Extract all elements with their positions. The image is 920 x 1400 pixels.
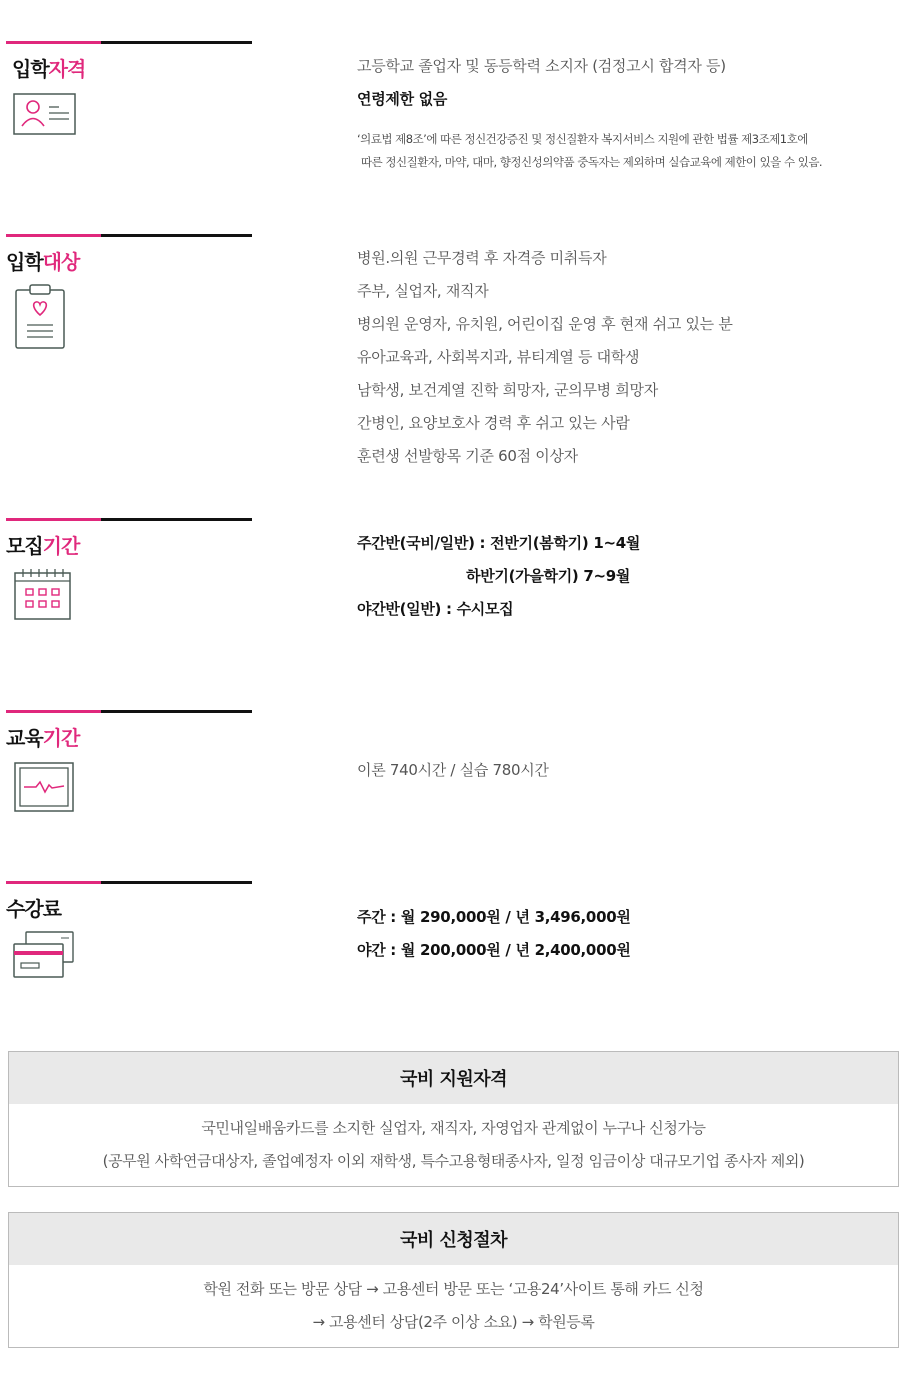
info-box-procedure: [8, 1212, 899, 1348]
content-line: 간병인, 요양보호사 경력 후 쉬고 있는 사람: [357, 414, 630, 432]
section-divider: [6, 41, 252, 44]
section-divider: [6, 234, 252, 237]
section-divider: [6, 518, 252, 521]
section-title: 입학자격: [12, 57, 86, 81]
box-line: 학원 전화 또는 방문 상담 → 고용센터 방문 또는 ‘고용24’사이트 통해 카드 신청: [203, 1280, 704, 1298]
info-box-eligibility: [8, 1051, 899, 1187]
content-line: 이론 740시간 / 실습 780시간: [357, 761, 549, 779]
heart-monitor-icon: [14, 762, 74, 812]
content-line: 야간반(일반) : 수시모집: [357, 600, 514, 618]
content-bold-line: 연령제한 없음: [357, 90, 448, 108]
content-line: 주간반(국비/일반) : 전반기(봄학기) 1~4월: [357, 534, 641, 552]
calendar-icon: [14, 568, 71, 620]
note-line: ‘의료법 제8조’에 따른 정신건강증진 및 정신질환자 복지서비스 지원에 관한 법률 제3조제1호에: [357, 132, 808, 146]
content-line: 고등학교 졸업자 및 동등학력 소지자 (검정고시 합격자 등): [357, 57, 726, 75]
box-line: → 고용센터 상담(2주 이상 소요) → 학원등록: [312, 1313, 595, 1331]
content-line: 주간 : 월 290,000원 / 년 3,496,000원: [357, 908, 631, 926]
credit-card-icon: [13, 931, 75, 981]
section-divider: [6, 881, 252, 884]
content-line: 훈련생 선발항목 기준 60점 이상자: [357, 447, 578, 465]
section-content: [357, 50, 917, 174]
section-content: [357, 901, 917, 967]
section-title: 교육기간: [6, 726, 80, 750]
clipboard-heart-icon: [15, 284, 65, 349]
id-card-icon: [13, 93, 76, 135]
content-line: 주부, 실업자, 재직자: [357, 282, 489, 300]
content-line: 하반기(가을학기) 7~9월: [466, 567, 631, 585]
note-line: 따른 정신질환자, 마약, 대마, 향정신성의약품 중독자는 제외하며 실습교육에 제한이 있을 수 있음.: [361, 155, 823, 169]
content-line: 남학생, 보건계열 진학 희망자, 군의무병 희망자: [357, 381, 658, 399]
section-title: 입학대상: [6, 250, 80, 274]
box-title: 국비 지원자격: [9, 1052, 898, 1104]
section-content: [357, 754, 917, 787]
box-body: [9, 1104, 898, 1186]
box-line: 국민내일배움카드를 소지한 실업자, 재직자, 자영업자 관계없이 누구나 신청가능: [201, 1119, 706, 1137]
section-title: 모집기간: [6, 534, 80, 558]
content-line: 병의원 운영자, 유치원, 어린이집 운영 후 현재 쉬고 있는 분: [357, 315, 733, 333]
section-content: [357, 527, 917, 626]
content-line: 병원.의원 근무경력 후 자격증 미취득자: [357, 249, 607, 267]
box-body: [9, 1265, 898, 1347]
box-title: 국비 신청절차: [9, 1213, 898, 1265]
section-title: 수강료: [6, 897, 61, 921]
content-line: 유아교육과, 사회복지과, 뷰티계열 등 대학생: [357, 348, 640, 366]
section-content: [357, 242, 917, 473]
section-divider: [6, 710, 252, 713]
content-line: 야간 : 월 200,000원 / 년 2,400,000원: [357, 941, 631, 959]
box-line: (공무원 사학연금대상자, 졸업예정자 이외 재학생, 특수고용형태종사자, 일정 임금이상 대규모기업 종사자 제외): [102, 1152, 805, 1170]
